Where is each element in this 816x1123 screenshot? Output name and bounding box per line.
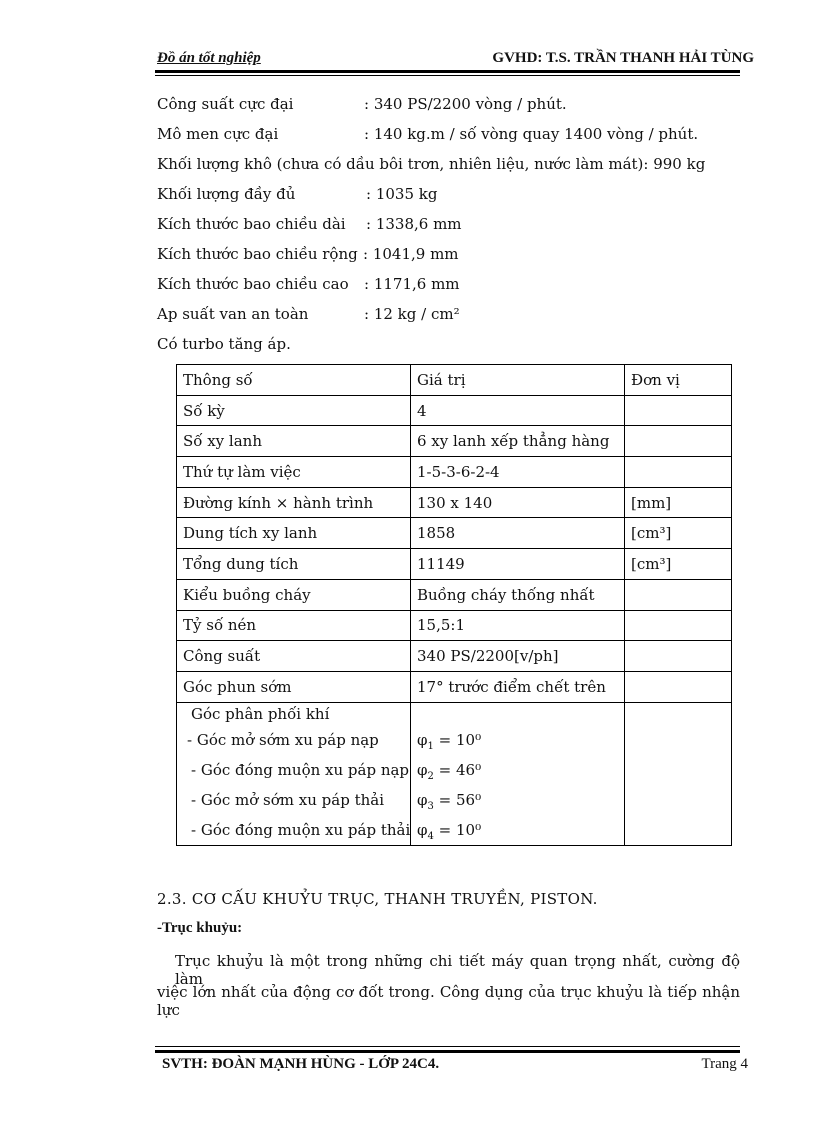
param-name: Kiểu buồng cháy [177, 579, 411, 610]
spec-value: : 1035 kg [366, 185, 438, 203]
param-unit: [cm³] [625, 518, 732, 549]
footer-rule [155, 1050, 740, 1053]
table-row [177, 395, 732, 426]
footer-rule-thin [155, 1046, 740, 1047]
table-row [177, 671, 732, 702]
angle-value: = 56⁰ [438, 790, 482, 809]
phi-symbol: φ [417, 820, 428, 839]
phi-index: 4 [427, 830, 434, 842]
footer-student: SVTH: ĐOÀN MẠNH HÙNG - LỚP 24C4. [162, 1056, 440, 1072]
param-name: Góc phun sớm [177, 671, 411, 702]
table-header-cell: Giá trị [411, 365, 625, 396]
param-name: Công suất [177, 641, 411, 672]
spec-line [157, 95, 567, 113]
table-header-row [177, 365, 732, 396]
param-value: 4 [411, 395, 625, 426]
table-header-cell: Thông số [177, 365, 411, 396]
phi-symbol: φ [417, 760, 428, 779]
param-value: Buồng cháy thống nhất [411, 579, 625, 610]
spec-line [157, 275, 460, 293]
header-rule [155, 70, 740, 73]
valve-angle-value [417, 785, 618, 815]
spec-line [157, 215, 462, 233]
table-row [177, 487, 732, 518]
spec-label: Có turbo tăng áp. [157, 335, 291, 353]
param-unit [625, 671, 732, 702]
param-value: 1858 [411, 518, 625, 549]
spec-line [157, 305, 460, 323]
spec-value: : 140 kg.m / số vòng quay 1400 vòng / phút. [364, 125, 699, 143]
phi-symbol: φ [417, 790, 428, 809]
page-number: Trang 4 [701, 1056, 748, 1072]
phi-index: 1 [427, 740, 434, 752]
phi-index: 2 [427, 770, 434, 782]
header-doc-title: Đồ án tốt nghiệp [157, 50, 261, 66]
param-value: 15,5:1 [411, 610, 625, 641]
spec-line [157, 185, 438, 203]
param-value: 17° trước điểm chết trên [411, 671, 625, 702]
spec-label: Kích thước bao chiều dài [157, 215, 346, 233]
param-unit [625, 641, 732, 672]
engine-parameters-table [176, 364, 732, 846]
section-heading: 2.3. CƠ CẤU KHUỶU TRỤC, THANH TRUYỀN, PISTON. [157, 890, 598, 908]
header-supervisor: GVHD: T.S. TRẦN THANH HẢI TÙNG [492, 50, 754, 66]
spec-label: Khối lượng đầy đủ [157, 185, 296, 203]
valve-timing-unit [625, 702, 732, 845]
param-unit [625, 457, 732, 488]
param-name: Tỷ số nén [177, 610, 411, 641]
param-value: 1-5-3-6-2-4 [411, 457, 625, 488]
spec-line [157, 155, 705, 173]
param-unit [625, 426, 732, 457]
spec-line [157, 125, 699, 143]
valve-item-label: - Góc mở sớm xu páp nạp [187, 730, 379, 749]
param-unit: [mm] [625, 487, 732, 518]
header-rule-thin [155, 75, 740, 76]
param-name: Tổng dung tích [177, 549, 411, 580]
valve-timing-row [177, 702, 732, 845]
table-row [177, 518, 732, 549]
param-unit [625, 395, 732, 426]
subsection-heading: -Trục khuỷu: [157, 920, 243, 936]
angle-value: = 10⁰ [438, 820, 482, 839]
phi-index: 3 [427, 800, 434, 812]
table-row [177, 641, 732, 672]
spec-label: Khối lượng khô (chưa có dầu bôi trơn, nhiên liệu, nước làm mát): 990 kg [157, 155, 706, 173]
spec-value: : 1171,6 mm [364, 275, 460, 293]
param-unit [625, 610, 732, 641]
paragraph-line: việc lớn nhất của động cơ đốt trong. Công dụng của trục khuỷu là tiếp nhận lực [157, 983, 740, 1019]
param-unit [625, 579, 732, 610]
spec-line [157, 335, 291, 353]
spec-label: Công suất cực đại [157, 95, 294, 113]
spec-label: Kích thước bao chiều rộng [157, 245, 358, 263]
spec-line [157, 245, 459, 263]
spec-value: : 340 PS/2200 vòng / phút. [364, 95, 567, 113]
valve-item-label: - Góc mở sớm xu páp thải [191, 790, 384, 809]
table-row [177, 549, 732, 580]
param-unit: [cm³] [625, 549, 732, 580]
valve-timing-labels [177, 702, 411, 845]
spec-label: Mô men cực đại [157, 125, 279, 143]
param-name: Đường kính × hành trình [177, 487, 411, 518]
table-header-cell: Đơn vị [625, 365, 732, 396]
spec-label: Kích thước bao chiều cao [157, 275, 349, 293]
param-value: 340 PS/2200[v/ph] [411, 641, 625, 672]
valve-angle-value [417, 755, 618, 785]
spacer [417, 703, 618, 725]
param-name: Dung tích xy lanh [177, 518, 411, 549]
valve-item-label: - Góc đóng muộn xu páp thải [191, 820, 411, 839]
paragraph-line: Trục khuỷu là một trong những chi tiết máy quan trọng nhất, cường độ làm [175, 952, 740, 988]
spec-value: : 12 kg / cm² [364, 305, 460, 323]
valve-timing-title: Góc phân phối khí [191, 704, 330, 723]
spec-label: Ap suất van an toàn [157, 305, 309, 323]
param-name: Số kỳ [177, 395, 411, 426]
param-value: 130 x 140 [411, 487, 625, 518]
spec-value: : 1338,6 mm [366, 215, 462, 233]
table-row [177, 579, 732, 610]
valve-angle-value [417, 725, 618, 755]
angle-value: = 10⁰ [438, 730, 482, 749]
valve-item-label: - Góc đóng muộn xu páp nạp [191, 760, 410, 779]
param-value: 11149 [411, 549, 625, 580]
param-name: Số xy lanh [177, 426, 411, 457]
table-row [177, 426, 732, 457]
angle-value: = 46⁰ [438, 760, 482, 779]
phi-symbol: φ [417, 730, 428, 749]
table-row [177, 457, 732, 488]
valve-angle-value [417, 815, 618, 845]
param-value: 6 xy lanh xếp thẳng hàng [411, 426, 625, 457]
param-name: Thứ tự làm việc [177, 457, 411, 488]
spec-value: : 1041,9 mm [363, 245, 459, 263]
valve-timing-values [411, 702, 625, 845]
table-row [177, 610, 732, 641]
